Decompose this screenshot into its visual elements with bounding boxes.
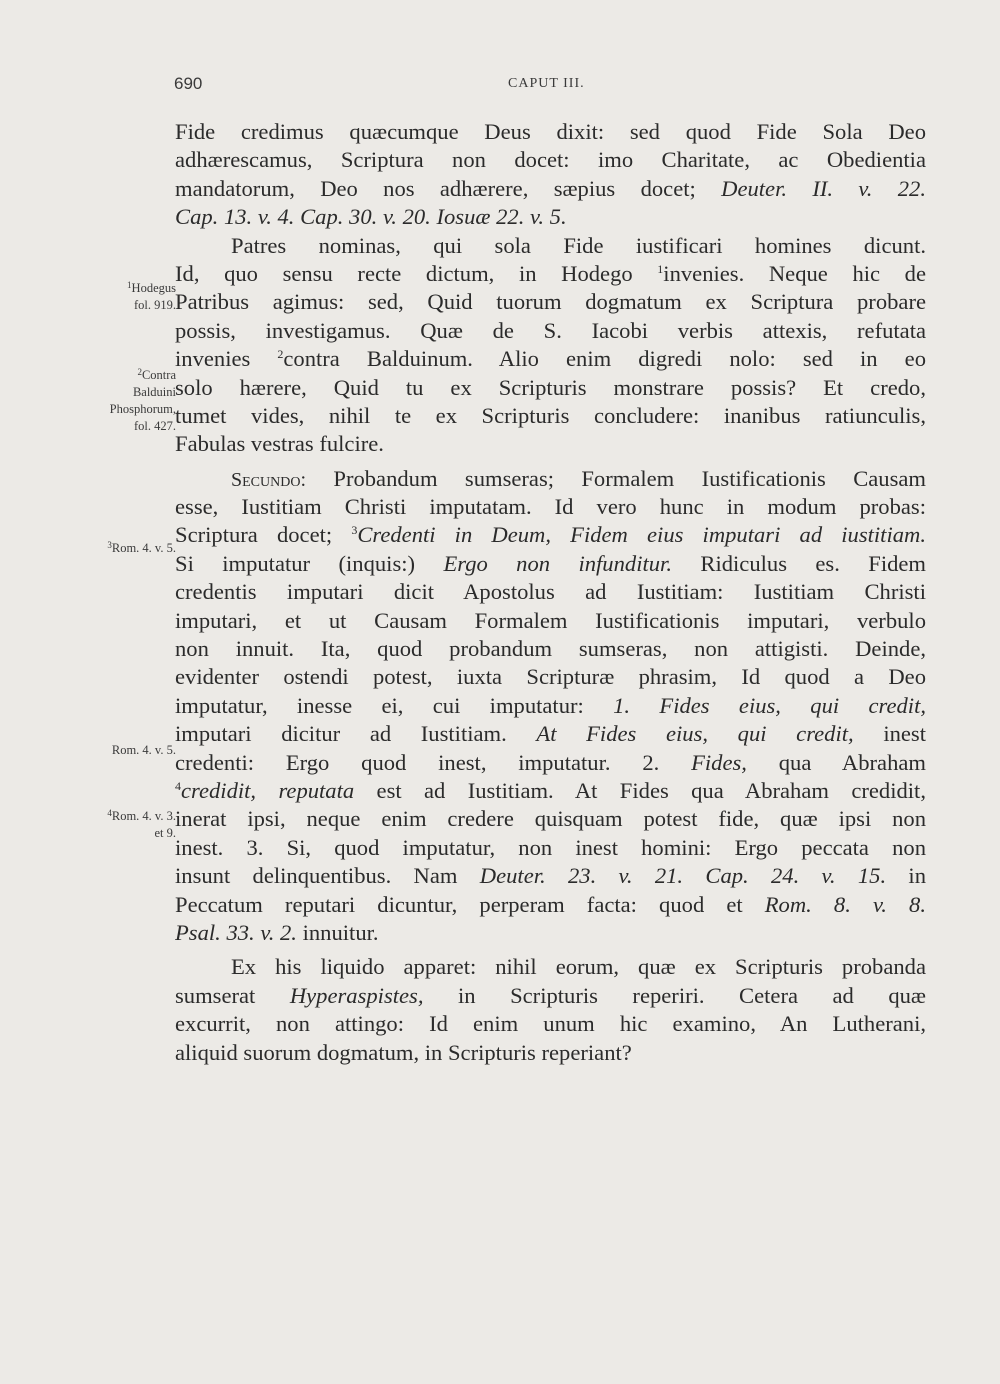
marginal-note-line: [112, 742, 176, 759]
italic-text: Fides,: [691, 749, 747, 775]
italic-text: Deuter. 23. v. 21. Cap. 24. v. 15.: [479, 863, 887, 889]
text-line: [175, 493, 926, 521]
italic-text: Hyperaspistes,: [289, 982, 424, 1008]
text-line: [175, 203, 926, 231]
line-text: Fabulas vestras fulcire.: [175, 431, 384, 457]
text-line: [175, 635, 926, 663]
line-text: excurrit, non attingo: Id enim unum hic examino, An Lutherani,: [175, 1011, 926, 1037]
line-text: esse, Iustitiam Christi imputatam. Id vero hunc in modum probas:: [175, 494, 926, 520]
line-text: mandatorum, Deo nos adhærere, sæpius docet;: [175, 175, 722, 201]
italic-text: Rom. 8. v. 8.: [764, 891, 926, 917]
line-text: tumet vides, nihil te ex Scripturis concludere: inanibus ratiunculis,: [175, 402, 926, 428]
line-text: invenies: [175, 346, 278, 372]
text-line: [175, 891, 926, 919]
running-head: CAPUT III.: [508, 76, 585, 91]
text-line: [175, 607, 926, 635]
line-text: credenti: Ergo quod inest, imputatur. 2.: [175, 749, 692, 775]
text-line: [175, 982, 926, 1010]
text-line: [175, 777, 926, 805]
footnote-marker: 1: [657, 261, 664, 276]
line-text: evidenter ostendi potest, iuxta Scripturæ phrasim, Id quod a Deo: [175, 664, 926, 690]
small-caps-text: Secundo:: [231, 468, 307, 491]
line-text: solo hærere, Quid tu ex Scripturis monstrare possis? Et credo,: [175, 374, 926, 400]
line-text: Si imputatur (inquis:): [175, 550, 444, 576]
line-text: invenies. Neque hic de: [663, 260, 926, 286]
line-text: contra Balduinum. Alio enim digredi nolo: sed in eo: [283, 346, 926, 372]
italic-text: At Fides eius, qui credit,: [536, 721, 854, 747]
italic-text: credidit, reputata: [181, 777, 355, 803]
marginal-note-line: [110, 367, 176, 384]
text-line: [175, 919, 926, 947]
line-text: in Scripturis reperiri. Cetera ad quæ: [423, 982, 926, 1008]
marginal-note: [107, 808, 176, 842]
marginal-note-text: fol. 427.: [133, 419, 176, 433]
line-text: est ad Iustitiam. At Fides qua Abraham credidit,: [354, 777, 926, 803]
line-text: inest. 3. Si, quod imputatur, non inest homini: Ergo peccata non: [175, 834, 926, 860]
italic-text: Deuter. II. v. 22.: [721, 175, 926, 201]
text-line: [175, 288, 926, 316]
text-line: [175, 663, 926, 691]
line-text: Probandum sumseras; Formalem Iustificationis Causam: [306, 465, 926, 491]
line-text: in: [886, 863, 926, 889]
marginal-note-text: fol. 919.: [133, 298, 176, 312]
line-text: Patres nominas, qui sola Fide iustificari homines dicunt.: [231, 232, 926, 258]
text-line: [175, 260, 926, 288]
line-text: Peccatum reputari dicuntur, perperam facta: quod et: [175, 891, 765, 917]
marginal-note-text: Rom. 4. v. 5.: [111, 743, 176, 757]
marginal-note: [127, 280, 176, 314]
text-line: [175, 465, 926, 493]
text-line: [175, 1039, 926, 1067]
line-text: imputari dicitur ad Iustitiam.: [175, 721, 537, 747]
line-text: aliquid suorum dogmatum, in Scripturis reperiant?: [175, 1039, 632, 1065]
line-text: insunt delinquentibus. Nam: [175, 863, 480, 889]
line-text: Scriptura docet;: [175, 522, 352, 548]
footnote-marker: 2: [137, 367, 142, 377]
line-text: innuitur.: [296, 919, 379, 945]
text-line: [175, 862, 926, 890]
marginal-note-text: Balduini: [132, 385, 176, 399]
line-text: qua Abraham: [746, 749, 926, 775]
text-line: [175, 578, 926, 606]
text-line: [175, 720, 926, 748]
line-text: non innuit. Ita, quod probandum sumseras, non attigisti. Deinde,: [175, 636, 926, 662]
text-line: [175, 317, 926, 345]
text-line: [175, 521, 926, 549]
line-text: Patribus agimus: sed, Quid tuorum dogmatum ex Scriptura probare: [175, 289, 926, 315]
text-line: [175, 953, 926, 981]
footnote-marker: 3: [107, 540, 112, 550]
line-text: adhærescamus, Scriptura non docet: imo Charitate, ac Obedientia: [175, 147, 926, 173]
text-line: [175, 146, 926, 174]
line-text: Ex his liquido apparet: nihil eorum, quæ ex Scripturis probanda: [231, 954, 926, 980]
marginal-note-text: Rom. 4. v. 5.: [111, 541, 176, 555]
marginal-note-line: [110, 401, 176, 418]
footnote-marker: 3: [351, 523, 358, 538]
text-line: [175, 118, 926, 146]
footnote-marker: 2: [277, 347, 284, 362]
marginal-note-line: [107, 825, 176, 842]
marginal-note-line: [107, 540, 176, 557]
text-line: [175, 175, 926, 203]
page-number: 690: [174, 74, 203, 93]
text-line: [175, 345, 926, 373]
text-line: [175, 374, 926, 402]
italic-text: Cap. 13. v. 4. Cap. 30. v. 20. Iosuæ 22. v. 5.: [175, 204, 567, 230]
marginal-note-line: [107, 808, 176, 825]
italic-text: Credenti in Deum, Fidem eius imputari ad iustitiam.: [357, 522, 926, 548]
line-text: inerat ipsi, neque enim credere quisquam potest fide, quæ ipsi non: [175, 806, 926, 832]
italic-text: Psal. 33. v. 2.: [175, 919, 297, 945]
line-text: possis, investigamus. Quæ de S. Iacobi verbis attexis, refutata: [175, 317, 926, 343]
footnote-marker: 1: [127, 280, 132, 290]
marginal-note-text: Hodegus: [131, 281, 176, 295]
footnote-marker: 4: [175, 778, 181, 793]
marginal-note-line: [110, 418, 176, 435]
line-text: credentis imputari dicit Apostolus ad Iustitiam: Iustitiam Christi: [175, 579, 926, 605]
text-line: [175, 1010, 926, 1038]
marginal-note-text: et 9.: [154, 826, 176, 840]
line-text: Id, quo sensu recte dictum, in Hodego: [175, 260, 658, 286]
marginal-note-line: [110, 384, 176, 401]
line-text: inest: [853, 721, 926, 747]
marginal-note-text: Phosphorum,: [109, 402, 176, 416]
marginal-note-line: [127, 297, 176, 314]
italic-text: 1. Fides eius, qui credit,: [613, 692, 926, 718]
text-line: [175, 749, 926, 777]
italic-text: Ergo non infunditur.: [443, 550, 672, 576]
line-text: sumserat: [175, 982, 290, 1008]
line-text: Ridiculus es. Fidem: [672, 550, 926, 576]
line-text: imputatur, inesse ei, cui imputatur:: [175, 692, 614, 718]
text-line: [175, 805, 926, 833]
text-line: [175, 232, 926, 260]
marginal-note: [110, 367, 176, 435]
text-line: [175, 430, 926, 458]
text-line: [175, 550, 926, 578]
marginal-note-text: Contra: [141, 368, 176, 382]
main-text: [175, 118, 926, 1067]
marginal-note: [107, 540, 176, 557]
marginal-note: [112, 742, 176, 759]
marginal-note-line: [127, 280, 176, 297]
footnote-marker: 4: [107, 808, 112, 818]
marginal-note-text: Rom. 4. v. 3.: [111, 809, 176, 823]
text-line: [175, 692, 926, 720]
line-text: Fide credimus quæcumque Deus dixit: sed quod Fide Sola Deo: [175, 119, 926, 144]
line-text: imputari, et ut Causam Formalem Iustificationis imputari, verbulo: [175, 607, 926, 633]
text-line: [175, 402, 926, 430]
text-line: [175, 834, 926, 862]
page-header: [174, 74, 926, 98]
